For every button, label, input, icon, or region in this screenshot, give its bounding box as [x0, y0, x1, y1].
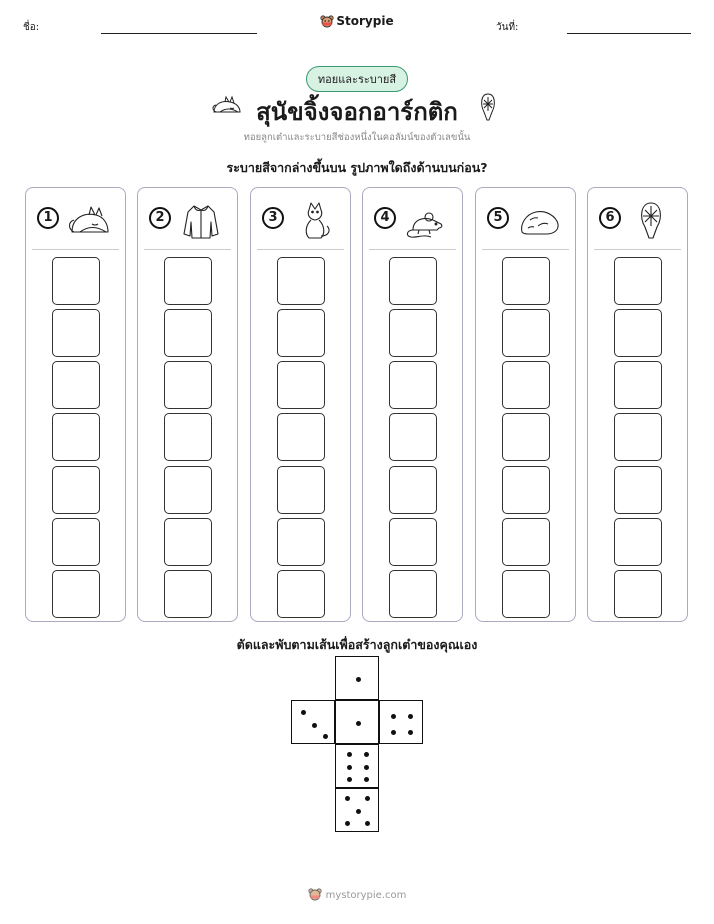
- dice-pip: [364, 765, 369, 770]
- dice-pip: [347, 777, 352, 782]
- dice-pip: [345, 821, 350, 826]
- dice-pip: [365, 821, 370, 826]
- column-3: [250, 187, 351, 622]
- color-box[interactable]: [277, 413, 325, 461]
- color-box[interactable]: [164, 361, 212, 409]
- color-box[interactable]: [52, 570, 100, 618]
- color-box[interactable]: [52, 309, 100, 357]
- color-box[interactable]: [614, 257, 662, 305]
- color-box[interactable]: [502, 466, 550, 514]
- dice-pip: [345, 796, 350, 801]
- brand-logo: [0, 14, 714, 29]
- color-box[interactable]: [389, 309, 437, 357]
- color-box[interactable]: [389, 518, 437, 566]
- dice-face-1: [335, 700, 379, 744]
- dice-face-3: [291, 700, 335, 744]
- color-box[interactable]: [52, 413, 100, 461]
- dice-pip: [408, 714, 413, 719]
- footer-url: mystorypie.com: [325, 890, 407, 901]
- dice-face-1: [335, 656, 379, 700]
- color-box[interactable]: [502, 257, 550, 305]
- fur-coat-icon: [178, 200, 224, 240]
- rock-icon: [516, 200, 562, 240]
- date-line: [567, 33, 691, 34]
- dice-pip: [391, 730, 396, 735]
- dice-pip: [364, 777, 369, 782]
- column-4: [362, 187, 463, 622]
- color-box[interactable]: [277, 361, 325, 409]
- dice-pip: [408, 730, 413, 735]
- color-box[interactable]: [502, 518, 550, 566]
- color-box[interactable]: [389, 570, 437, 618]
- page-title: สุนัขจิ้งจอกอาร์กติก: [256, 98, 458, 126]
- dice-pip: [347, 752, 352, 757]
- footer: [0, 888, 714, 902]
- column-divider: [594, 249, 681, 250]
- dice-pip: [356, 677, 361, 682]
- column-divider: [482, 249, 569, 250]
- question-text: ระบายสีจากล่างขึ้นบน รูปภาพใดถึงด้านบนก่อน?: [226, 160, 488, 175]
- dice-face-4: [379, 700, 423, 744]
- color-box[interactable]: [389, 466, 437, 514]
- color-box[interactable]: [614, 361, 662, 409]
- dice-pip: [365, 796, 370, 801]
- color-box[interactable]: [164, 309, 212, 357]
- color-box[interactable]: [389, 413, 437, 461]
- color-box[interactable]: [389, 257, 437, 305]
- color-box[interactable]: [614, 518, 662, 566]
- activity-badge: ทอยและระบายสี: [306, 66, 408, 92]
- column-1: [25, 187, 126, 622]
- sitting-fox-icon: [291, 200, 337, 240]
- snowshoe-icon: [628, 200, 674, 240]
- dice-face-5: [335, 788, 379, 832]
- color-box[interactable]: [52, 466, 100, 514]
- column-2: [137, 187, 238, 622]
- dice-pip: [391, 714, 396, 719]
- dice-pip: [356, 721, 361, 726]
- column-divider: [369, 249, 456, 250]
- brand-name: Storypie: [336, 14, 394, 28]
- color-box[interactable]: [277, 466, 325, 514]
- color-box[interactable]: [164, 570, 212, 618]
- color-box[interactable]: [52, 361, 100, 409]
- color-box[interactable]: [502, 570, 550, 618]
- column-number: 1: [37, 207, 59, 229]
- color-box[interactable]: [52, 518, 100, 566]
- color-box[interactable]: [502, 309, 550, 357]
- dice-pip: [323, 734, 328, 739]
- color-box[interactable]: [164, 518, 212, 566]
- storypie-bear-icon: [320, 15, 334, 29]
- column-number: 4: [374, 207, 396, 229]
- color-box[interactable]: [277, 570, 325, 618]
- column-number: 3: [262, 207, 284, 229]
- color-box[interactable]: [277, 257, 325, 305]
- name-line: [101, 33, 257, 34]
- dice-pip: [356, 809, 361, 814]
- column-number: 5: [487, 207, 509, 229]
- color-box[interactable]: [277, 518, 325, 566]
- storypie-bear-icon: [308, 888, 322, 902]
- column-5: [475, 187, 576, 622]
- dice-face-6: [335, 744, 379, 788]
- date-label: วันที่:: [496, 22, 519, 33]
- name-label: ชื่อ:: [23, 22, 40, 33]
- column-6: [587, 187, 688, 622]
- dice-pip: [364, 752, 369, 757]
- column-divider: [32, 249, 119, 250]
- color-box[interactable]: [277, 309, 325, 357]
- color-box[interactable]: [52, 257, 100, 305]
- dice-pip: [312, 723, 317, 728]
- color-box[interactable]: [614, 309, 662, 357]
- color-box[interactable]: [614, 570, 662, 618]
- snowshoe-icon: [478, 92, 498, 122]
- color-box[interactable]: [614, 413, 662, 461]
- mouse-icon: [403, 200, 449, 240]
- column-number: 2: [149, 207, 171, 229]
- color-box[interactable]: [389, 361, 437, 409]
- color-box[interactable]: [502, 413, 550, 461]
- cut-instructions: ตัดและพับตามเส้นเพื่อสร้างลูกเต๋าของคุณเอง: [236, 637, 478, 652]
- color-box[interactable]: [164, 466, 212, 514]
- sleeping-fox-icon: [66, 200, 112, 240]
- color-box[interactable]: [614, 466, 662, 514]
- color-box[interactable]: [502, 361, 550, 409]
- color-box[interactable]: [164, 257, 212, 305]
- instructions-subtitle: ทอยลูกเต๋าและระบายสีช่องหนึ่งในคอลัมน์ของตัวเลขนั้น: [243, 132, 471, 143]
- dice-pip: [301, 710, 306, 715]
- dice-pip: [347, 765, 352, 770]
- column-number: 6: [599, 207, 621, 229]
- column-divider: [257, 249, 344, 250]
- column-divider: [144, 249, 231, 250]
- color-box[interactable]: [164, 413, 212, 461]
